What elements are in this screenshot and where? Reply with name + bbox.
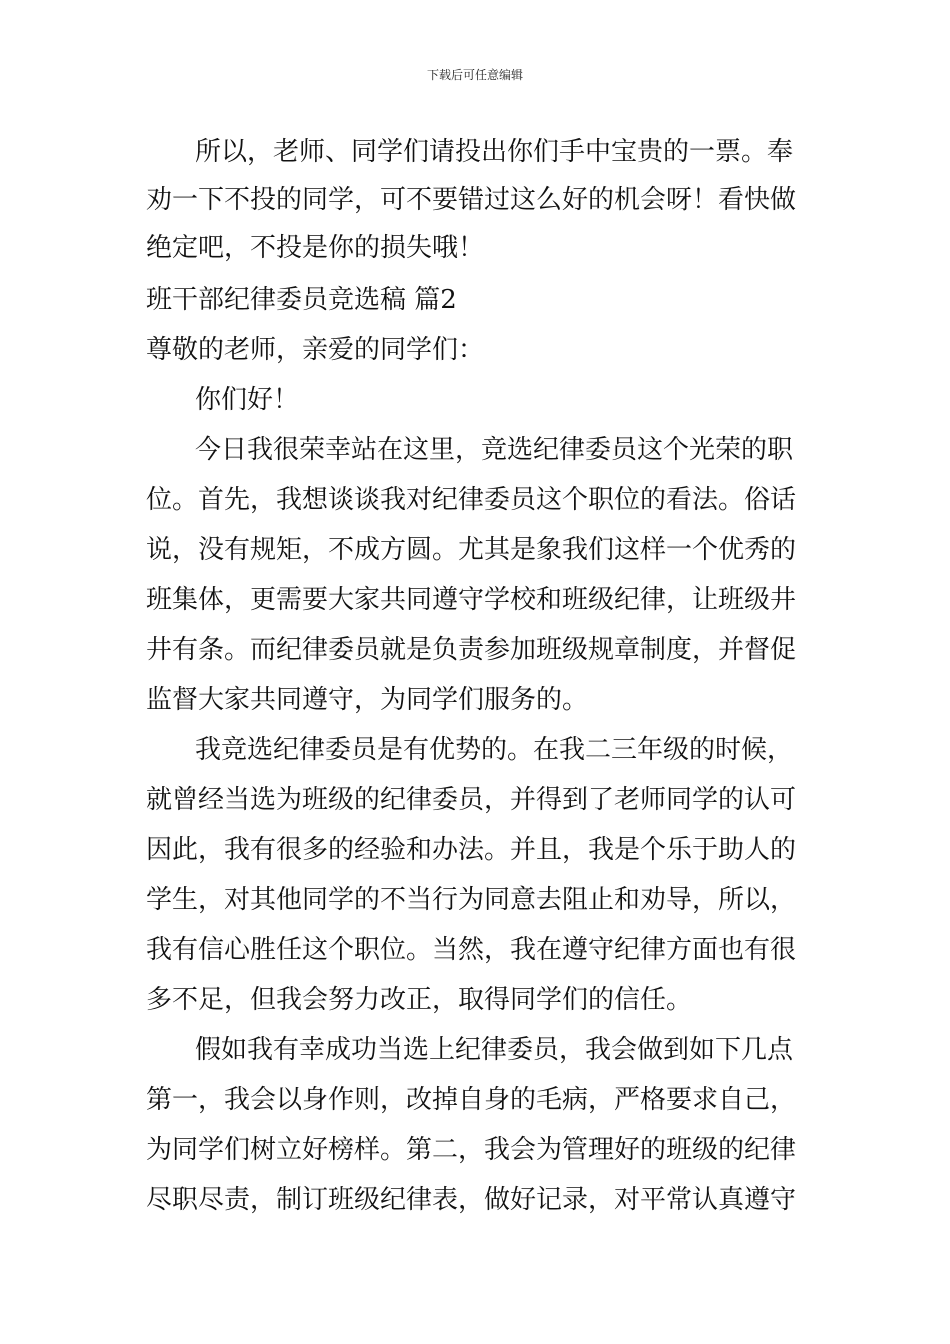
text-line: 所以，老师、同学们请投出你们手中宝贵的一票。奉 [195,137,794,167]
header-note: 下载后可任意编辑 [426,68,523,82]
text-line: 我竞选纪律委员是有优势的。在我二三年级的时候， [195,735,794,765]
text-line: 学生，对其他同学的不当行为同意去阻止和劝导，所以， [146,885,797,915]
text-line: 说，没有规矩，不成方圆。尤其是象我们这样一个优秀的 [146,535,797,565]
text-line: 因此，我有很多的经验和办法。并且，我是个乐于助人的 [146,835,797,865]
text-line: 第一，我会以身作则，改掉自身的毛病，严格要求自己， [146,1085,797,1115]
text-line: 班集体，更需要大家共同遵守学校和班级纪律，让班级井 [146,585,797,615]
text-line: 监督大家共同遵守，为同学们服务的。 [146,685,589,715]
greeting: 你们好！ [195,385,300,415]
text-line: 位。首先，我想谈谈我对纪律委员这个职位的看法。俗话 [146,485,797,515]
text-line: 为同学们树立好榜样。第二，我会为管理好的班级的纪律 [146,1135,797,1165]
text-line: 绝定吧，不投是你的损失哦！ [146,233,485,263]
text-line: 就曾经当选为班级的纪律委员，并得到了老师同学的认可 [146,785,797,815]
text-line: 井有条。而纪律委员就是负责参加班级规章制度，并督促 [146,635,797,665]
text-line: 我有信心胜任这个职位。当然，我在遵守纪律方面也有很 [146,935,797,965]
text-line: 多不足，但我会努力改正，取得同学们的信任。 [146,985,693,1015]
text-line: 尽职尽责，制订班级纪律表，做好记录，对平常认真遵守 [146,1185,797,1215]
salutation: 尊敬的老师，亲爱的同学们： [146,335,485,365]
section-heading: 班干部纪律委员竞选稿 篇2 [146,285,457,315]
text-line: 劝一下不投的同学，可不要错过这么好的机会呀！看快做 [146,185,797,215]
text-line: 今日我很荣幸站在这里，竞选纪律委员这个光荣的职 [195,435,794,465]
text-line: 假如我有幸成功当选上纪律委员，我会做到如下几点 [195,1035,794,1065]
